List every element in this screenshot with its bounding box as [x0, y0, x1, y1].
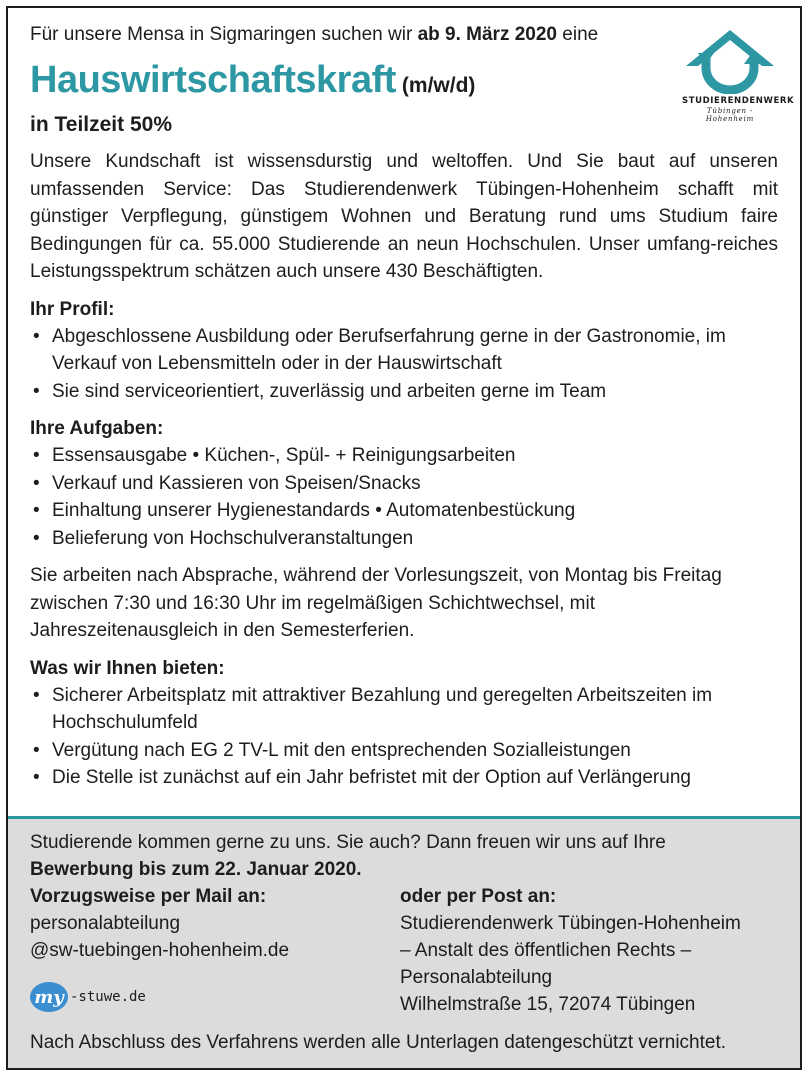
mystuwe-text: -stuwe.de — [70, 989, 146, 1005]
list-item: • Sicherer Arbeitsplatz mit attraktiver Bezahlung und geregelten Arbeitszeiten im Hochschulumfeld — [30, 682, 778, 737]
post-contact — [400, 883, 778, 1018]
job-scope: in Teilzeit 50% — [30, 113, 172, 136]
studierendenwerk-logo — [682, 28, 795, 123]
tasks-heading: Ihre Aufgaben: — [30, 418, 164, 439]
list-item: • Die Stelle ist zunächst auf ein Jahr befristet mit der Option auf Verlängerung — [30, 764, 778, 792]
list-item: • Sie sind serviceorientiert, zuverlässig und arbeiten gerne im Team — [30, 378, 778, 406]
application-deadline: Bewerbung bis zum 22. Januar 2020. — [30, 859, 362, 880]
ad-top-section — [8, 8, 800, 792]
list-item: • Essensausgabe • Küchen-, Spül- + Reinigungsarbeiten — [30, 442, 778, 470]
list-item: • Vergütung nach EG 2 TV-L mit den entsprechenden Sozialleistungen — [30, 737, 778, 765]
address-line: Wilhelmstraße 15, 72074 Tübingen — [400, 994, 696, 1015]
list-item: • Einhaltung unserer Hygienestandards • Automatenbestückung — [30, 497, 778, 525]
job-advertisement — [6, 6, 802, 1070]
intro-line: Für unsere Mensa in Sigmaringen suchen wir ab 9. März 2020 eine — [30, 24, 599, 45]
email-line[interactable]: personalabteilung — [30, 913, 181, 934]
logo-subtitle: Tübingen - Hohenheim — [705, 107, 755, 123]
list-item: • Verkauf und Kassieren von Speisen/Snacks — [30, 470, 778, 498]
profile-list — [30, 323, 778, 406]
list-item: • Belieferung von Hochschulveranstaltungen — [30, 525, 778, 553]
mail-contact — [30, 883, 400, 1018]
job-title: Hauswirtschaftskraft — [30, 59, 396, 101]
company-description: Unsere Kundschaft ist wissensdurstig und weltoffen. Und Sie baut auf unseren umfassenden Service: Das Studierendenwerk Tübingen-Hohenheim schafft mit günstiger Verpflegung, günstigem Wohnen und Beratung rund ums Studium faire Bedingungen für ca. 55.000 Studierende an neun Hochschulen. Unser umfang-reiches Leistungsspektrum schätzen auch unsere 430 Beschäftigten. — [30, 151, 778, 282]
list-item: • Abgeschlossene Ausbildung oder Berufserfahrung gerne in der Gastronomie, im Verkauf von Lebensmitteln oder in der Hauswirtschaft — [30, 323, 778, 378]
mail-heading: Vorzugsweise per Mail an: — [30, 886, 267, 907]
offer-list — [30, 682, 778, 792]
job-title-row — [30, 58, 795, 110]
logo-name: STUDIERENDENWERK — [682, 96, 795, 106]
address-line: – Anstalt des öffentlichen Rechts – — [400, 940, 692, 961]
mystuwe-badge: my — [30, 982, 68, 1012]
gender-note: (m/w/d) — [401, 74, 476, 97]
profile-heading: Ihr Profil: — [30, 298, 115, 320]
contact-columns — [30, 883, 778, 1018]
privacy-note: Nach Abschluss des Verfahrens werden alle Unterlagen datengeschützt vernichtet. — [30, 1032, 727, 1053]
post-heading: oder per Post an: — [400, 886, 557, 907]
application-section — [8, 816, 800, 1068]
mystuwe-logo — [30, 982, 400, 1012]
house-arrow-logo-icon — [684, 28, 776, 94]
address-line: Studierendenwerk Tübingen-Hohenheim — [400, 913, 741, 934]
application-invite: Studierende kommen gerne zu uns. Sie auch? Dann freuen wir uns auf Ihre — [30, 832, 666, 853]
address-line: Personalabteilung — [400, 967, 553, 988]
start-date: ab 9. März 2020 — [417, 24, 557, 45]
tasks-list — [30, 442, 778, 552]
schedule-text: Sie arbeiten nach Absprache, während der Vorlesungszeit, von Montag bis Freitag zwischen 7:30 und 16:30 Uhr im regelmäßigen Schichtwechsel, mit Jahreszeitenausgleich in den Semesterferien. — [30, 565, 722, 641]
offer-heading: Was wir Ihnen bieten: — [30, 657, 225, 679]
email-line[interactable]: @sw-tuebingen-hohenheim.de — [30, 940, 290, 961]
